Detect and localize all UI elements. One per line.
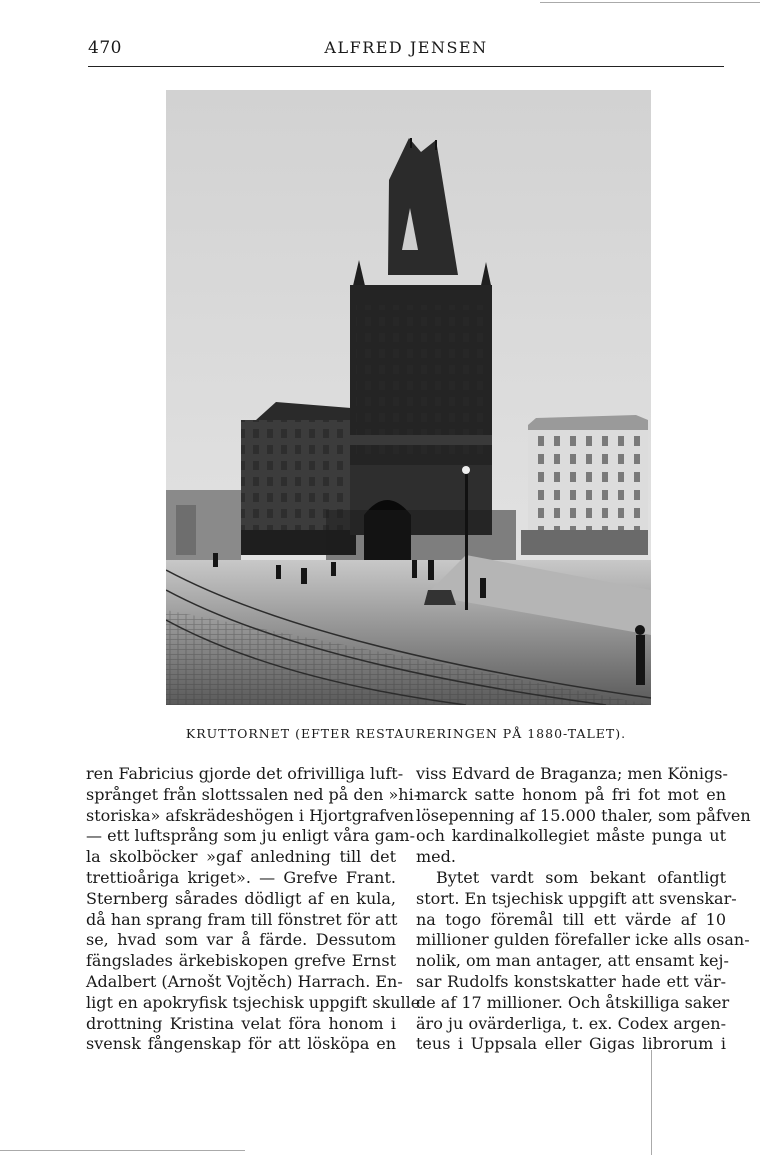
- text-line: storiska» afskrädeshögen i Hjortgrafven: [86, 805, 414, 825]
- scan-edge-top: [540, 2, 760, 3]
- photograph-powder-tower: [166, 90, 651, 705]
- text-line: språnget från slottssalen ned på den »hi-: [86, 784, 420, 804]
- text-line: marck satte honom på fri fot mot en: [416, 784, 726, 804]
- page-number: 470: [88, 38, 122, 58]
- text-line: trettioåriga kriget». — Grefve Frant.: [86, 867, 396, 887]
- distant-street: [166, 490, 241, 560]
- text-line: fängslades ärkebiskopen grefve Ernst: [86, 951, 396, 971]
- text-line: Adalbert (Arnošt Vojtěch) Harrach. En-: [86, 971, 403, 991]
- text-line: ren Fabricius gjorde det ofrivilliga luft-: [86, 764, 404, 783]
- text-line: stort. En tsjechisk uppgift att svenskar-: [416, 888, 737, 908]
- building-right: [521, 415, 648, 555]
- text-line: Sternberg sårades dödligt af en kula,: [86, 888, 396, 908]
- text-line: svensk fångenskap för att lösköpa en: [86, 1034, 396, 1054]
- text-line: nolik, om man antager, att ensamt kej-: [416, 951, 729, 971]
- text-line: viss Edvard de Braganza; men Königs-: [416, 764, 728, 783]
- text-line: de af 17 millioner. Och åtskilliga saker: [416, 992, 730, 1012]
- text-line: la skolböcker »gaf anledning till det: [86, 847, 396, 867]
- text-line: se, hvad som var å färde. Dessutom: [86, 930, 396, 950]
- text-line: drottning Kristina velat föra honom i: [86, 1013, 396, 1033]
- text-line: lösepenning af 15.000 thaler, som påfven: [416, 805, 751, 825]
- text-line: — ett luftsprång som ju enligt våra gam-: [86, 826, 415, 846]
- text-line: sar Rudolfs konstskatter hade ett vär-: [416, 971, 726, 991]
- text-line: då han sprang fram till fönstret för att: [86, 909, 398, 929]
- text-line: Bytet vardt som bekant ofantligt: [436, 867, 726, 887]
- text-line: äro ju ovärderliga, t. ex. Codex argen-: [416, 1013, 726, 1033]
- text-line: ligt en apokryfisk tsjechisk uppgift skulle: [86, 992, 421, 1012]
- text-line: millioner gulden förefaller icke alls osan-: [416, 930, 750, 950]
- text-line: teus i Uppsala eller Gigas librorum i: [416, 1034, 726, 1054]
- text-line: med.: [416, 847, 456, 867]
- text-column-right: [416, 764, 751, 1055]
- scan-edge-right: [651, 1050, 652, 1155]
- text-line: na togo föremål till ett värde af 10: [416, 909, 726, 929]
- text-line: och kardinalkollegiet måste punga ut: [416, 826, 726, 846]
- running-header: [88, 38, 724, 67]
- figure-caption: KRUTTORNET (EFTER RESTAURERINGEN PÅ 1880-TALET).: [185, 726, 627, 741]
- text-column-left: [86, 764, 421, 1055]
- running-head-title: ALFRED JENSEN: [324, 38, 488, 57]
- scan-edge-bottom: [0, 1150, 245, 1151]
